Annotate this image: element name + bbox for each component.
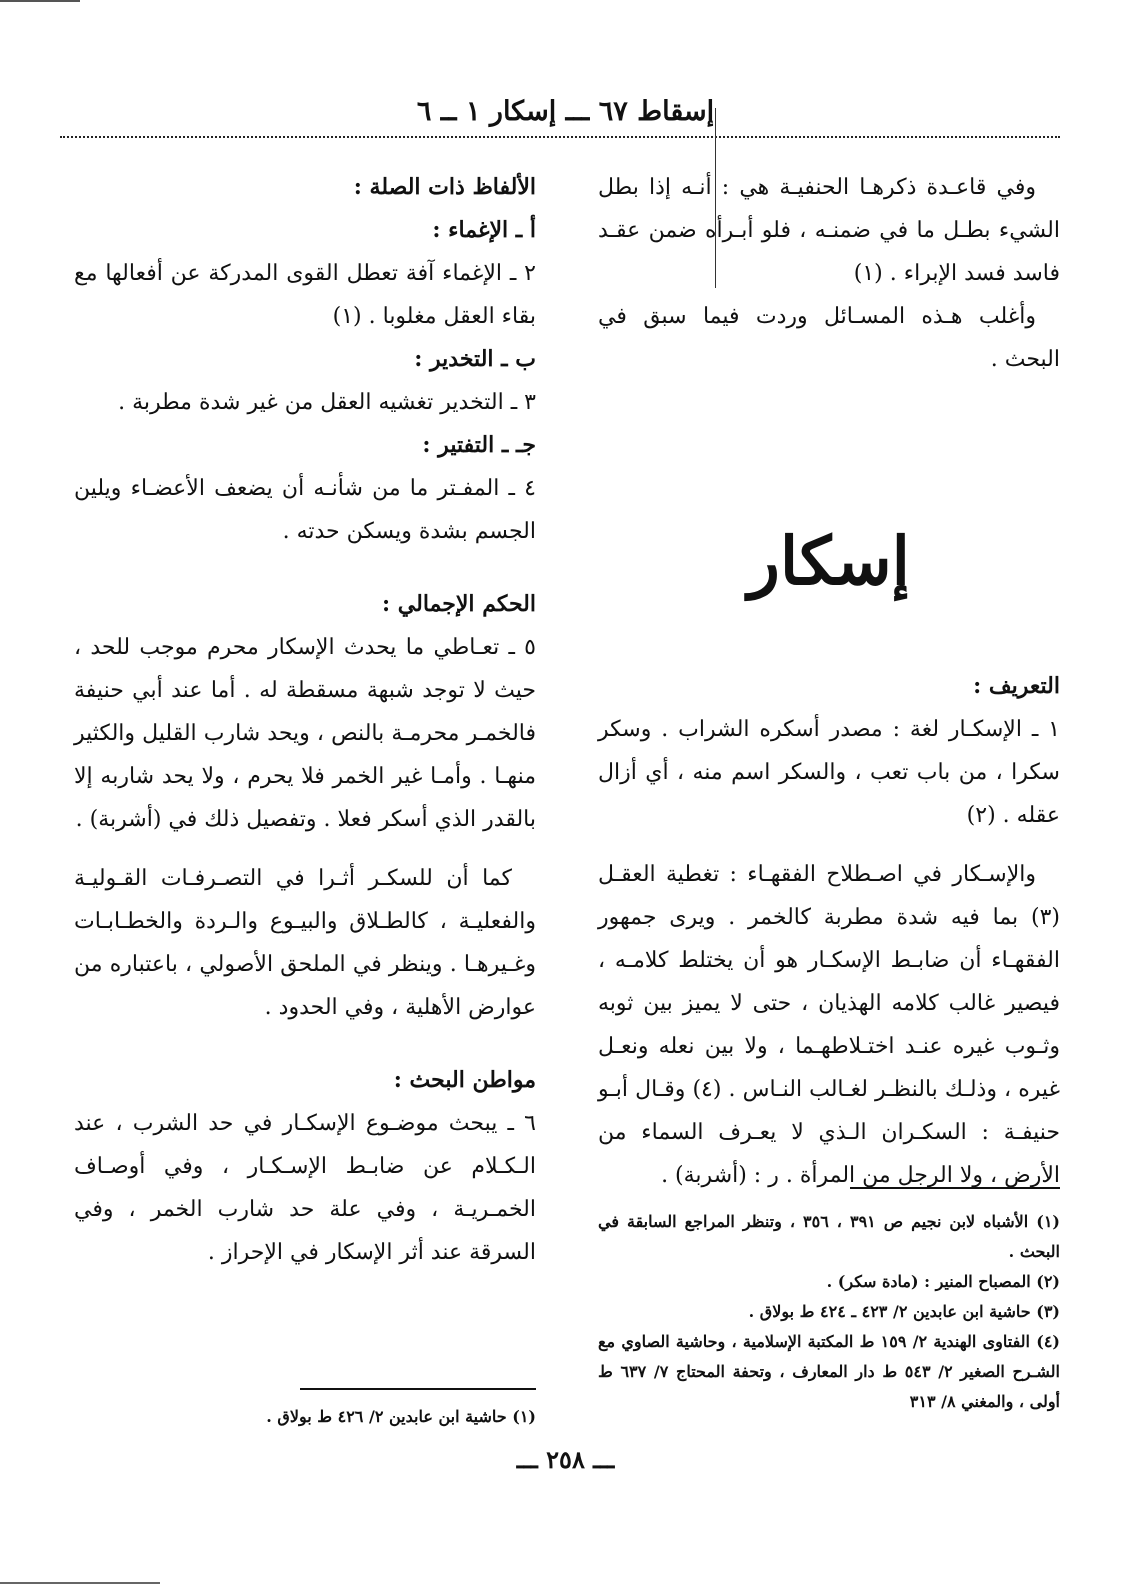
footnote: (٢) المصباح المنير : (مادة سكر) . [826, 1272, 1060, 1291]
footnote-rule-left [300, 1388, 536, 1390]
footnotes-right [598, 1207, 1060, 1417]
paragraph-anesthesia: ٣ ـ التخدير تغشيه العقل من غير شدة مطربة . [118, 390, 536, 415]
paragraph-effects: كما أن للسكـر أثـرا في التصـرفـات القـوليـة والفعليـة ، كالطـلاق والبيـوع والـردة والخطـابـات وغـيرهـا . وينظر في الملحق الأصولي ، باعتباره من عوارض الأهلية ، وفي الحدود . [74, 866, 536, 1020]
running-header: إسقاط ٦٧ ـــ إسكار ١ ــ ٦ [416, 96, 715, 127]
paragraph-issues: وأغلب هـذه المسـائل وردت فيما سبق في البحث . [598, 304, 1060, 372]
footnote: (٤) الفتاوى الهندية ٢/ ١٥٩ ط المكتبة الإسلامية ، وحاشية الصاوي مع الشـرح الصغير ٢/ ٥٤٣ ط دار المعارف ، وتحفة المحتاج ٧/ ٦٣٧ ط أولى ، والمغني ٨/ ٣١٣ [598, 1332, 1060, 1411]
heading-languor: جـ ـ التفتير : [422, 432, 536, 458]
heading-anesthesia: ب ـ التخدير : [414, 346, 536, 372]
page-number: ـــ ٢٥٨ ـــ [516, 1445, 615, 1474]
heading-research-places: مواطن البحث : [393, 1067, 536, 1093]
heading-definition: التعريف : [973, 673, 1060, 699]
footnote: (٣) حاشية ابن عابدين ٢/ ٤٢٣ ـ ٤٢٤ ط بولاق . [748, 1302, 1060, 1321]
left-column [74, 166, 536, 1274]
right-column [598, 166, 1060, 1197]
paragraph-languor: ٤ ـ المفـتر ما من شأنـه أن يضعف الأعضـاء ويلين الجسم بشدة ويسكن حدته . [74, 476, 536, 544]
paragraph-general-ruling: ٥ ـ تعـاطي ما يحدث الإسكار محرم موجب للحد ، حيث لا توجد شبهة مسقطة له . أما عند أبي حنيفة فالخمـر محرمـة بالنص ، ويحد شارب القليل والكثير منهـا . وأمـا غير الخمر فلا يحرم ، ولا يحد شاربه إلا بالقدر الذي أسكر فعلا . وتفصيل ذلك في (أشربة) . [74, 635, 536, 832]
paragraph-fainting: ٢ ـ الإغماء آفة تعطل القوى المدركة عن أفعالها مع بقاء العقل مغلوبا . (١) [74, 261, 536, 329]
paragraph-rule: وفي قاعـدة ذكرهـا الحنفيـة هي : أنـه إذا بطل الشيء بطـل ما في ضمنـه ، فلو أبـرأه ضمن عقـد فاسد فسد الإبراء . (١) [598, 175, 1060, 286]
footnote-rule-right [850, 1187, 1060, 1189]
heading-fainting: أ ـ الإغماء : [432, 217, 536, 243]
scan-edge-bottom [0, 1582, 160, 1584]
paragraph-definition-language: ١ ـ الإسكـار لغة : مصدر أسكره الشراب . وسكر سكرا ، من باب تعب ، والسكر اسم منه ، أي أزال عقله . (٢) [598, 717, 1060, 828]
footnote: (١) حاشية ابن عابدين ٢/ ٤٢٦ ط بولاق . [266, 1407, 536, 1426]
footnotes-left [74, 1402, 536, 1432]
scan-edge-top [0, 0, 80, 2]
heading-related-terms: الألفاظ ذات الصلة : [353, 174, 536, 200]
paragraph-definition-jurists: والإسـكار في اصـطلاح الفقهـاء : تغطية العقـل (٣) بما فيه شدة مطربة كالخمر . ويرى جمهور الفقهـاء أن ضابـط الإسكـار هو أن يختلط كلامـه ، فيصير غالب كلامه الهذيان ، حتى لا يميز بين ثوبه وثـوب غيره عنـد اختـلاطهـما ، ولا بين نعله ونعـل غيره ، وذلـك بالنظـر لغـالب النـاس . (٤) وقـال أبـو حنيفـة : السكـران الـذي لا يعـرف السماء من الأرض ، ولا الرجل من المرأة . ر : (أشربة) . [598, 862, 1060, 1188]
header-dotted-rule [60, 136, 1060, 138]
footnote: (١) الأشباه لابن نجيم ص ٣٩١ ، ٣٥٦ ، وتنظر المراجع السابقة في البحث . [598, 1212, 1060, 1261]
entry-title: إسكار [747, 522, 911, 600]
heading-general-ruling: الحكم الإجمالي : [382, 591, 536, 617]
paragraph-research-places: ٦ ـ يبحث موضـوع الإسكـار في حد الشرب ، عند الـكـلام عن ضابـط الإسـكـار ، وفي أوصـاف الخمـريـة ، وفي علة حد شارب الخمر ، وفي السرقة عند أثر الإسكار في الإحراز . [74, 1111, 536, 1265]
